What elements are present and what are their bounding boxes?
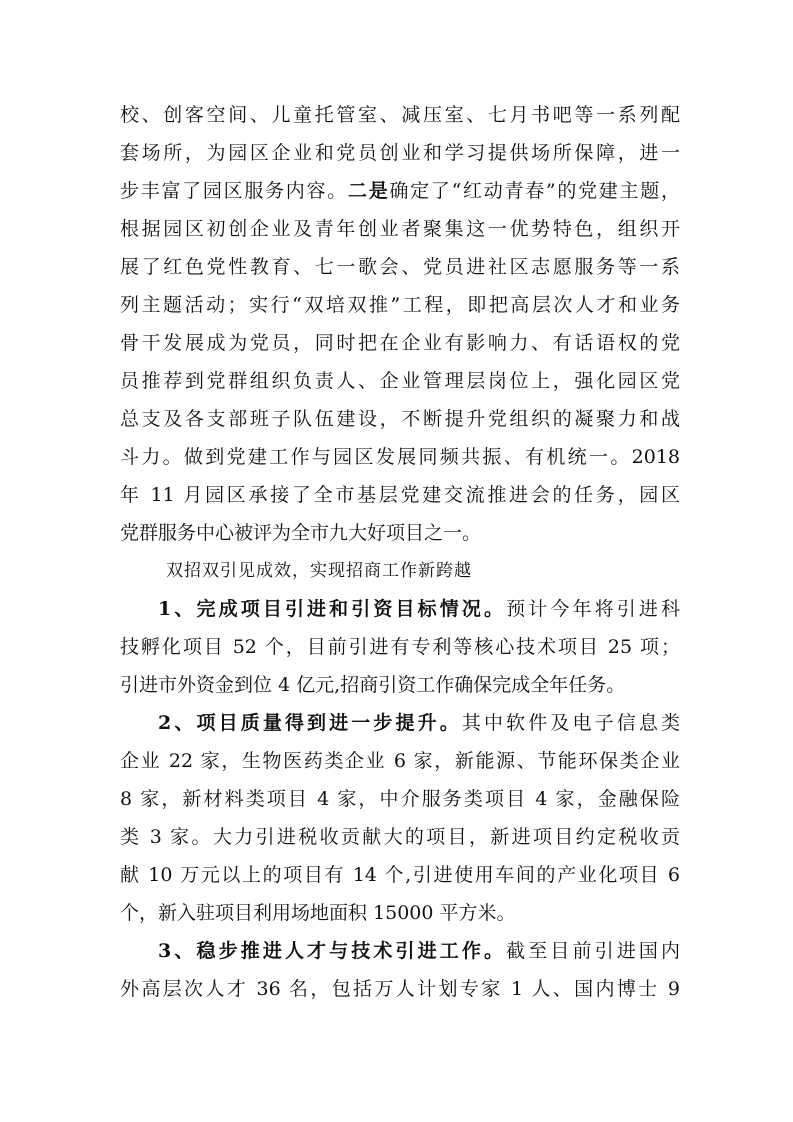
body-line: 列主题活动；实行“双培双推”工程，即把高层次人才和业务: [120, 294, 680, 316]
section-heading: 双招双引见成效，实现招商工作新跨越: [166, 561, 472, 581]
body-text: 步丰富了园区服务内容。: [120, 180, 348, 202]
body-line: [120, 172, 680, 210]
body-line: 套场所，为园区企业和党员创业和学习提供场所保障，进一: [120, 142, 680, 164]
body-line: 校、创客空间、儿童托管室、减压室、七月书吧等一系列配: [120, 104, 680, 126]
body-line: 总支及各支部班子队伍建设，不断提升党组织的凝聚力和战: [120, 408, 680, 430]
body-line: 骨干发展成为党员，同时把在企业有影响力、有话语权的党: [120, 332, 680, 354]
body-line: [158, 590, 680, 628]
item-heading: 2、项目质量得到进一步提升。: [158, 712, 462, 734]
body-line: 外高层次人才 36 名，包括万人计划专家 1 人、国内博士 9: [120, 978, 680, 1000]
body-line: 展了红色党性教育、七一歌会、党员进社区志愿服务等一系: [120, 256, 680, 278]
item-heading: 3、稳步推进人才与技术引进工作。: [158, 940, 507, 962]
body-line: 个，新入驻项目利用场地面积 15000 平方米。: [120, 902, 516, 924]
body-text: 预计今年将引进科: [506, 598, 680, 620]
body-line: 献 10 万元以上的项目有 14 个,引进使用车间的产业化项目 6: [120, 864, 680, 886]
body-line: 8 家，新材料类项目 4 家，中介服务类项目 4 家，金融保险: [120, 788, 680, 810]
body-line: 年 11 月园区承接了全市基层党建交流推进会的任务，园区: [120, 484, 680, 506]
body-line: [158, 704, 680, 742]
body-line: 企业 22 家，生物医药类企业 6 家，新能源、节能环保类企业: [120, 750, 680, 772]
body-line: 根据园区初创企业及青年创业者聚集这一优势特色，组织开: [120, 218, 680, 240]
body-line: 党群服务中心被评为全市九大好项目之一。: [120, 522, 482, 544]
body-line: 类 3 家。大力引进税收贡献大的项目，新进项目约定税收贡: [120, 826, 680, 848]
body-line: 引进市外资金到位 4 亿元,招商引资工作确保完成全年任务。: [120, 674, 626, 696]
body-line: 斗力。做到党建工作与园区发展同频共振、有机统一。2018: [120, 446, 680, 468]
body-line: 技孵化项目 52 个，目前引进有专利等核心技术项目 25 项；: [120, 636, 680, 658]
body-text: 其中软件及电子信息类: [461, 712, 680, 734]
body-line: 员推荐到党群组织负责人、企业管理层岗位上，强化园区党: [120, 370, 680, 392]
body-line: [158, 932, 680, 970]
body-text: 截至目前引进国内: [506, 940, 680, 962]
body-text: 确定了“红动青春”的党建主题，: [389, 180, 680, 202]
item-heading: 1、完成项目引进和引资目标情况。: [158, 598, 507, 620]
bold-lead: 二是: [347, 180, 390, 202]
